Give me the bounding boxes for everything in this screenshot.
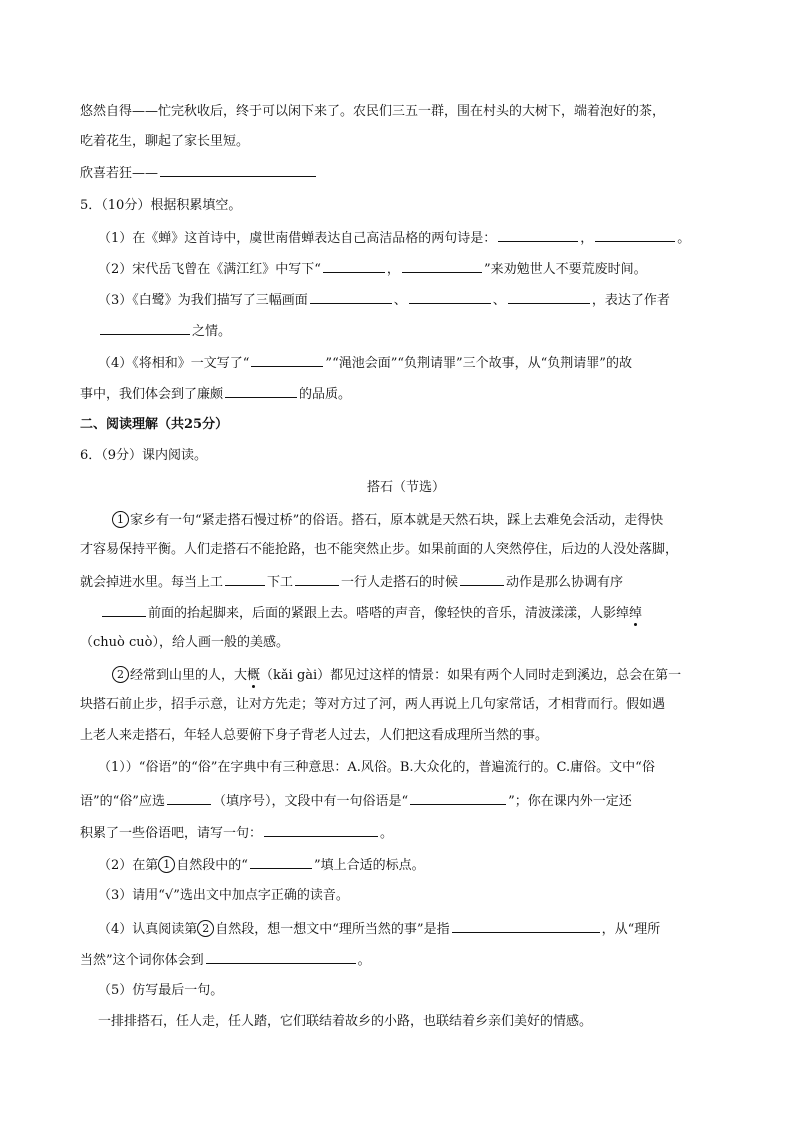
q5-item-4-text-2: 事中，我们体会到了廉颇 [80, 387, 224, 402]
q6-sub-4-line-2 [80, 951, 371, 969]
q5-item-4-tail: 的品质。 [299, 387, 352, 402]
idiom-line-3 [80, 164, 318, 182]
answer-blank[interactable] [250, 856, 312, 869]
answer-blank[interactable] [225, 385, 297, 398]
question-text: ”；你在课内外一定还 [508, 794, 632, 809]
idiom-line-1: 悠然自得——忙完秋收后，终于可以闲下来了。农民们三五一群，围在村头的大树下，端着泡好的茶， [80, 104, 666, 119]
question-text: 语”的“俗”应选 [80, 794, 165, 809]
passage-p1-line-5: （chuò cuò），给人画一般的美感。 [80, 635, 289, 650]
q5-item-2-text-end: ”来劝勉世人不要荒废时间。 [483, 262, 647, 277]
passage-text: （kǎi gài）都见过这样的情景：如果有两个人同时走到溪边，总会在第一 [260, 668, 682, 683]
passage-text: 动作是那么协调有序 [506, 575, 624, 590]
punct: 。 [357, 953, 371, 968]
punct: ， [386, 262, 400, 277]
q5-item-2-text: （2）宋代岳飞曾在《满江红》中写下“ [98, 262, 321, 277]
passage-p1-line-3 [80, 573, 623, 591]
punct: 。 [677, 231, 691, 246]
question-text: （2）在第 [98, 858, 159, 873]
passage-text: 前面的抬起脚来，后面的紧跟上去。嗒嗒的声音，像轻快的音乐，清波漾漾，人影绰 [148, 606, 630, 621]
question-text: 当然”这个词你体会到 [80, 953, 204, 968]
answer-blank[interactable] [595, 229, 675, 242]
q5-item-1-text: （1）在《蝉》这首诗中，虞世南借蝉表达自己高洁品格的两句诗是： [98, 231, 497, 246]
punct: 。 [380, 826, 394, 841]
passage-p2-line-3: 上老人来走搭石，年轻人总要俯下身子背老人过去，人们把这看成理所当然的事。 [80, 728, 549, 743]
q6-sub-5-example: 一排排搭石，任人走，任人踏，它们联结着故乡的小路，也联结着乡亲们美好的情感。 [98, 1014, 593, 1029]
answer-blank[interactable] [310, 291, 392, 304]
passage-text: 经常到山里的人，大 [130, 668, 248, 683]
paragraph-number-badge: 2 [197, 920, 214, 937]
q5-item-4-cont [80, 385, 351, 403]
answer-blank[interactable] [167, 792, 211, 805]
answer-blank[interactable] [323, 260, 385, 273]
q5-item-3-text: （3）《白鹭》为我们描写了三幅画面 [98, 293, 308, 308]
passage-text: 家乡有一句“紧走搭石慢过桥”的俗语。搭石，原本就是天然石块，踩上去难免会活动，走得快 [130, 513, 664, 528]
dotted-character: 概 [247, 668, 261, 683]
q6-sub-5: （5）仿写最后一句。 [98, 983, 224, 998]
answer-blank[interactable] [452, 920, 600, 933]
idiom-line-2: 吃着花生，聊起了家长里短。 [80, 134, 250, 149]
question-text: 自然段中的“ [176, 858, 248, 873]
q5-item-4-text-mid: ”“渑池会面”“负荆请罪”三个故事，从“负荆请罪”的故 [325, 356, 632, 371]
passage-p1-line-2: 才容易保持平衡。人们走搭石不能抢路，也不能突然止步。如果前面的人突然停住，后边的人没处落脚， [80, 542, 679, 557]
answer-blank[interactable] [206, 951, 356, 964]
q5-item-1 [98, 229, 690, 247]
passage-text: 下工 [267, 575, 294, 590]
answer-blank[interactable] [100, 322, 190, 335]
answer-blank[interactable] [508, 291, 590, 304]
answer-blank[interactable] [402, 260, 482, 273]
q5-header: 5．（10分）根据积累填空。 [80, 198, 242, 213]
answer-blank[interactable] [410, 792, 506, 805]
q5-item-3-cont [98, 322, 231, 340]
q5-item-3-tail: 之情。 [192, 324, 232, 339]
q6-sub-3: （3）请用“√”选出文中加点字正确的读音。 [98, 888, 349, 903]
q5-item-3-text-end: ，表达了作者 [591, 293, 670, 308]
answer-blank[interactable] [409, 291, 491, 304]
question-text: （4）认真阅读第 [98, 922, 198, 937]
q6-sub-1-line-1: （1））“俗语”的“俗”在字典中有三种意思：A.风俗。B.大众化的，普遍流行的。C.庸俗。文中“俗 [98, 760, 655, 775]
answer-blank[interactable] [251, 354, 323, 367]
passage-title: 搭石（节选） [367, 480, 446, 495]
section-heading: 二、阅读理解（共25分） [80, 417, 229, 432]
question-text: ，从“理所 [601, 922, 661, 937]
q6-sub-1-line-3 [80, 824, 393, 842]
passage-text: 就会掉进水里。每当上工 [80, 575, 224, 590]
q6-sub-2 [98, 856, 425, 874]
passage-p1-line-1 [112, 511, 663, 529]
question-text: 积累了一些俗语吧，请写一句： [80, 826, 263, 841]
idiom-label: 欣喜若狂—— [80, 166, 159, 181]
passage-p2-line-2: 块搭石前止步，招手示意，让对方先走；等对方过了河，两人再说上几句家常话，才相背而行。假如遇 [80, 697, 666, 712]
paragraph-number-badge: 1 [112, 511, 129, 528]
answer-blank[interactable] [160, 164, 316, 177]
punct: 、 [492, 293, 506, 308]
passage-p2-line-1 [112, 666, 681, 684]
paragraph-number-badge: 2 [112, 666, 129, 683]
punct: 、 [393, 293, 407, 308]
question-text: ”填上合适的标点。 [313, 858, 425, 873]
q5-item-4 [98, 354, 632, 372]
q5-item-3 [98, 291, 670, 309]
passage-text: 一行人走搭石的时候 [341, 575, 459, 590]
paragraph-number-badge: 1 [158, 856, 175, 873]
punctuation-blank[interactable] [102, 604, 146, 617]
q5-item-4-text: （4）《将相和》一文写了“ [98, 356, 250, 371]
q6-header: 6．（9分）课内阅读。 [80, 448, 208, 463]
question-text: （填序号），文段中有一句俗语是“ [212, 794, 409, 809]
punctuation-blank[interactable] [460, 573, 504, 586]
punctuation-blank[interactable] [295, 573, 339, 586]
question-text: 自然段，想一想文中“理所当然的事”是指 [215, 922, 450, 937]
q6-sub-1-line-2 [80, 792, 632, 810]
punct: ， [580, 231, 594, 246]
answer-blank[interactable] [264, 824, 378, 837]
dotted-character: 绰 [629, 606, 643, 621]
passage-p1-line-4 [100, 604, 642, 622]
punctuation-blank[interactable] [225, 573, 265, 586]
answer-blank[interactable] [498, 229, 578, 242]
q5-item-2 [98, 260, 647, 278]
q6-sub-4-line-1 [98, 920, 660, 938]
